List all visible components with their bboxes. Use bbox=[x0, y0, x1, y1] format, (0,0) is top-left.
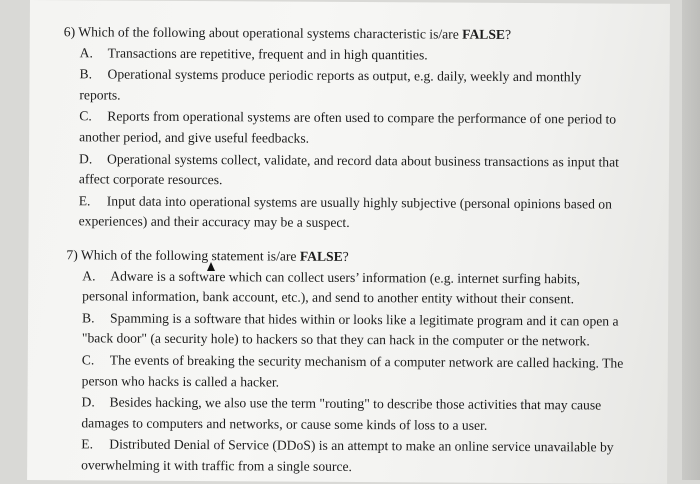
option-6d: D. Operational systems collect, validate, and record data about business transactions as input that affect corporate resources. bbox=[78, 150, 619, 188]
document-page bbox=[27, 0, 670, 484]
question-7-stem: 7) Which of the following statement is/are FALSE? bbox=[66, 247, 349, 264]
option-7c: C. The events of breaking the security mechanism of a computer network are called hacking. The person who hacks is called a hacker. bbox=[81, 352, 624, 390]
question-6-stem: 6) Which of the following about operational systems characteristic is/are FALSE? bbox=[63, 24, 512, 42]
mouse-cursor-icon bbox=[207, 262, 215, 271]
page-edge-shadow bbox=[682, 0, 700, 480]
option-7d: D. Besides hacking, we also use the term "routing" to describe those activities that may cause damages to computers and networks, or cause some kinds of loss to a user. bbox=[81, 394, 602, 433]
question-7 bbox=[65, 245, 626, 480]
option-6e: E. Input data into operational systems are usually highly subjective (personal opinions based on experiences) and their accuracy may be a suspect. bbox=[78, 193, 612, 231]
option-7b: B. Spamming is a software that hides within or looks like a legitimate program and it can open a "back door" (a security hole) to hackers so that they can hack in the computer or the network. bbox=[81, 310, 619, 349]
option-6b: B. Operational systems produce periodic reports as output, e.g. daily, weekly and monthly reports. bbox=[79, 66, 582, 103]
false-emphasis: FALSE bbox=[299, 248, 343, 264]
option-6a: A. Transactions are repetitive, frequent and in high quantities. bbox=[79, 44, 428, 63]
question-6 bbox=[63, 22, 624, 236]
option-7e: E. Distributed Denial of Service (DDoS) is an attempt to make an online service unavailable by overwhelming it with traffic from a single source. bbox=[81, 436, 614, 474]
false-emphasis: FALSE bbox=[462, 26, 506, 42]
option-6c: C. Reports from operational systems are often used to compare the performance of one period to another period, and give useful feedbacks. bbox=[79, 108, 617, 146]
option-7a: A. Adware is a software which can collect users’ information (e.g. internet surfing habits, personal information, bank account, etc.), and send to another entity without their consent. bbox=[82, 267, 581, 307]
